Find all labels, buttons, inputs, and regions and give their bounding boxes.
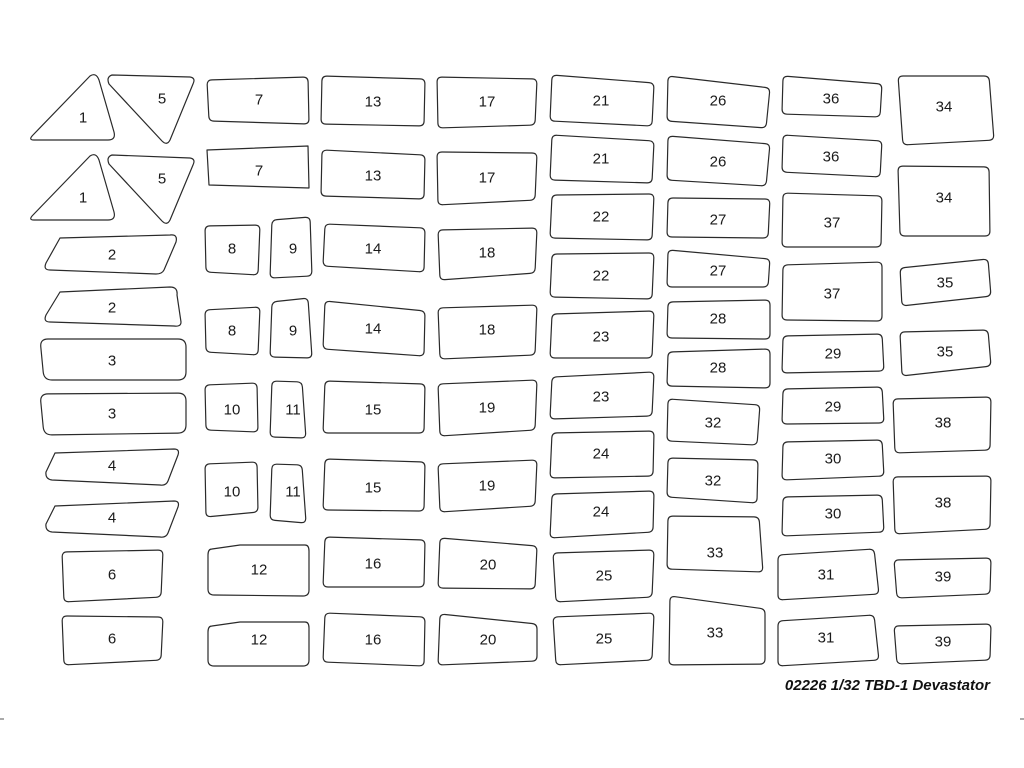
mask-number-label: 34	[935, 98, 953, 116]
mask-number-label: 25	[595, 567, 613, 585]
sheet-title: 02226 1/32 TBD-1 Devastator	[784, 677, 990, 694]
mask-11	[270, 464, 306, 522]
mask-outline	[31, 75, 115, 140]
mask-number-label: 26	[709, 153, 727, 171]
mask-19	[438, 460, 537, 512]
mask-number-label: 14	[364, 320, 382, 338]
mask-number-label: 21	[592, 92, 610, 110]
mask-number-label: 29	[824, 398, 842, 416]
mask-number-label: 4	[107, 457, 117, 475]
mask-21	[550, 75, 654, 125]
mask-7	[207, 77, 309, 124]
mask-26	[667, 77, 769, 128]
mask-number-label: 12	[250, 561, 268, 579]
mask-number-label: 28	[709, 359, 727, 377]
mask-1	[31, 155, 115, 220]
mask-number-label: 32	[704, 414, 722, 432]
mask-number-label: 8	[227, 322, 237, 340]
mask-number-label: 19	[478, 399, 496, 417]
mask-15	[323, 459, 425, 511]
mask-15	[323, 381, 425, 433]
mask-number-label: 33	[706, 624, 724, 642]
mask-34	[898, 166, 990, 236]
mask-39	[894, 558, 991, 598]
mask-5	[108, 75, 194, 143]
mask-number-label: 36	[822, 148, 840, 166]
mask-6	[62, 550, 163, 602]
mask-number-label: 26	[709, 92, 727, 110]
mask-number-label: 9	[288, 322, 298, 340]
mask-outline	[108, 155, 194, 223]
mask-13	[321, 150, 425, 199]
mask-number-label: 39	[934, 633, 952, 651]
mask-number-label: 17	[478, 93, 496, 111]
mask-number-label: 20	[479, 556, 497, 574]
mask-number-label: 6	[107, 630, 117, 648]
mask-number-label: 12	[250, 631, 268, 649]
mask-9	[270, 299, 312, 358]
mask-39	[894, 624, 991, 664]
mask-28	[667, 349, 770, 388]
mask-number-label: 3	[107, 405, 117, 423]
mask-20	[438, 614, 537, 664]
mask-number-label: 15	[364, 479, 382, 497]
mask-number-label: 9	[288, 240, 298, 258]
mask-36	[782, 135, 882, 176]
mask-number-label: 35	[936, 274, 954, 292]
mask-26	[667, 136, 769, 185]
mask-number-label: 7	[254, 162, 264, 180]
mask-35	[900, 330, 990, 375]
mask-number-label: 33	[706, 544, 724, 562]
mask-number-label: 24	[592, 503, 610, 521]
mask-number-label: 23	[592, 328, 610, 346]
mask-4	[46, 501, 179, 537]
mask-outline	[108, 75, 194, 143]
mask-35	[900, 259, 990, 305]
mask-12	[208, 545, 309, 596]
mask-number-label: 8	[227, 240, 237, 258]
mask-7	[207, 146, 309, 188]
mask-number-label: 4	[107, 509, 117, 527]
mask-6	[62, 616, 163, 665]
mask-number-label: 23	[592, 388, 610, 406]
mask-number-label: 22	[592, 267, 610, 285]
mask-25	[553, 613, 654, 665]
mask-number-label: 36	[822, 90, 840, 108]
mask-number-label: 38	[934, 494, 952, 512]
mask-30	[782, 440, 884, 480]
mask-number-label: 39	[934, 568, 952, 586]
mask-38	[893, 476, 991, 534]
mask-number-label: 22	[592, 208, 610, 226]
mask-38	[893, 397, 991, 453]
mask-24	[550, 491, 654, 538]
mask-number-label: 11	[285, 401, 301, 419]
mask-24	[550, 431, 654, 478]
mask-23	[550, 372, 654, 419]
mask-11	[270, 381, 305, 438]
mask-17	[437, 152, 537, 205]
mask-12	[208, 622, 309, 666]
mask-number-label: 10	[223, 401, 241, 419]
mask-27	[667, 250, 770, 287]
mask-14	[323, 224, 425, 272]
mask-17	[437, 77, 537, 128]
mask-number-label: 31	[817, 566, 835, 584]
mask-number-label: 37	[823, 285, 841, 303]
mask-number-label: 37	[823, 214, 841, 232]
mask-20	[438, 538, 537, 589]
mask-number-label: 5	[157, 170, 167, 188]
mask-3	[41, 339, 186, 380]
mask-37	[782, 262, 882, 321]
mask-number-label: 20	[479, 631, 497, 649]
mask-34	[898, 76, 993, 145]
mask-2	[45, 287, 181, 326]
mask-number-label: 16	[364, 555, 382, 573]
mask-32	[667, 399, 760, 445]
mask-37	[782, 193, 882, 247]
mask-27	[667, 198, 770, 238]
mask-number-label: 34	[935, 189, 953, 207]
mask-14	[323, 301, 425, 355]
mask-16	[323, 537, 425, 587]
mask-30	[782, 495, 884, 536]
mask-number-label: 13	[364, 93, 382, 111]
mask-number-label: 18	[478, 244, 496, 262]
mask-31	[778, 615, 878, 665]
mask-9	[270, 217, 312, 277]
mask-10	[205, 383, 258, 432]
mask-number-label: 10	[223, 483, 241, 501]
mask-4	[46, 449, 179, 485]
mask-number-label: 5	[157, 90, 167, 108]
mask-29	[782, 334, 884, 373]
mask-number-label: 27	[709, 262, 727, 280]
mask-31	[778, 549, 878, 599]
mask-21	[550, 135, 654, 183]
mask-22	[550, 253, 654, 299]
mask-28	[667, 300, 770, 339]
mask-36	[782, 76, 882, 116]
masks-layer	[31, 75, 994, 666]
mask-outline	[31, 155, 115, 220]
mask-5	[108, 155, 194, 223]
mask-number-label: 29	[824, 345, 842, 363]
mask-32	[667, 458, 758, 503]
mask-18	[438, 228, 537, 280]
mask-number-label: 32	[704, 472, 722, 490]
mask-number-label: 25	[595, 630, 613, 648]
mask-16	[323, 613, 425, 666]
mask-number-label: 15	[364, 401, 382, 419]
mask-33	[667, 516, 763, 572]
mask-33	[669, 597, 765, 665]
mask-number-label: 19	[478, 477, 496, 495]
mask-2	[45, 235, 176, 274]
mask-number-label: 30	[824, 450, 842, 468]
mask-number-label: 24	[592, 445, 610, 463]
mask-25	[553, 550, 654, 602]
mask-8	[205, 307, 260, 354]
mask-number-label: 1	[78, 109, 88, 127]
mask-number-label: 21	[592, 150, 610, 168]
mask-number-label: 31	[817, 629, 835, 647]
mask-22	[550, 194, 654, 240]
mask-number-label: 13	[364, 167, 382, 185]
mask-number-label: 1	[78, 189, 88, 207]
mask-10	[205, 462, 258, 516]
mask-number-label: 6	[107, 566, 117, 584]
mask-18	[438, 305, 537, 359]
mask-number-label: 38	[934, 414, 952, 432]
mask-number-label: 2	[107, 299, 117, 317]
mask-number-label: 27	[709, 211, 727, 229]
mask-number-label: 35	[936, 343, 954, 361]
mask-number-label: 11	[285, 483, 301, 501]
mask-number-label: 2	[107, 246, 117, 264]
mask-number-label: 30	[824, 505, 842, 523]
mask-number-label: 3	[107, 352, 117, 370]
mask-number-label: 28	[709, 310, 727, 328]
mask-19	[438, 380, 537, 436]
mask-3	[41, 393, 186, 435]
mask-number-label: 16	[364, 631, 382, 649]
mask-13	[321, 76, 425, 126]
mask-29	[782, 387, 884, 424]
mask-number-label: 14	[364, 240, 382, 258]
mask-8	[205, 225, 260, 275]
mask-1	[31, 75, 115, 140]
mask-number-label: 18	[478, 321, 496, 339]
mask-23	[550, 311, 654, 358]
mask-number-label: 17	[478, 169, 496, 187]
mask-number-label: 7	[254, 91, 264, 109]
